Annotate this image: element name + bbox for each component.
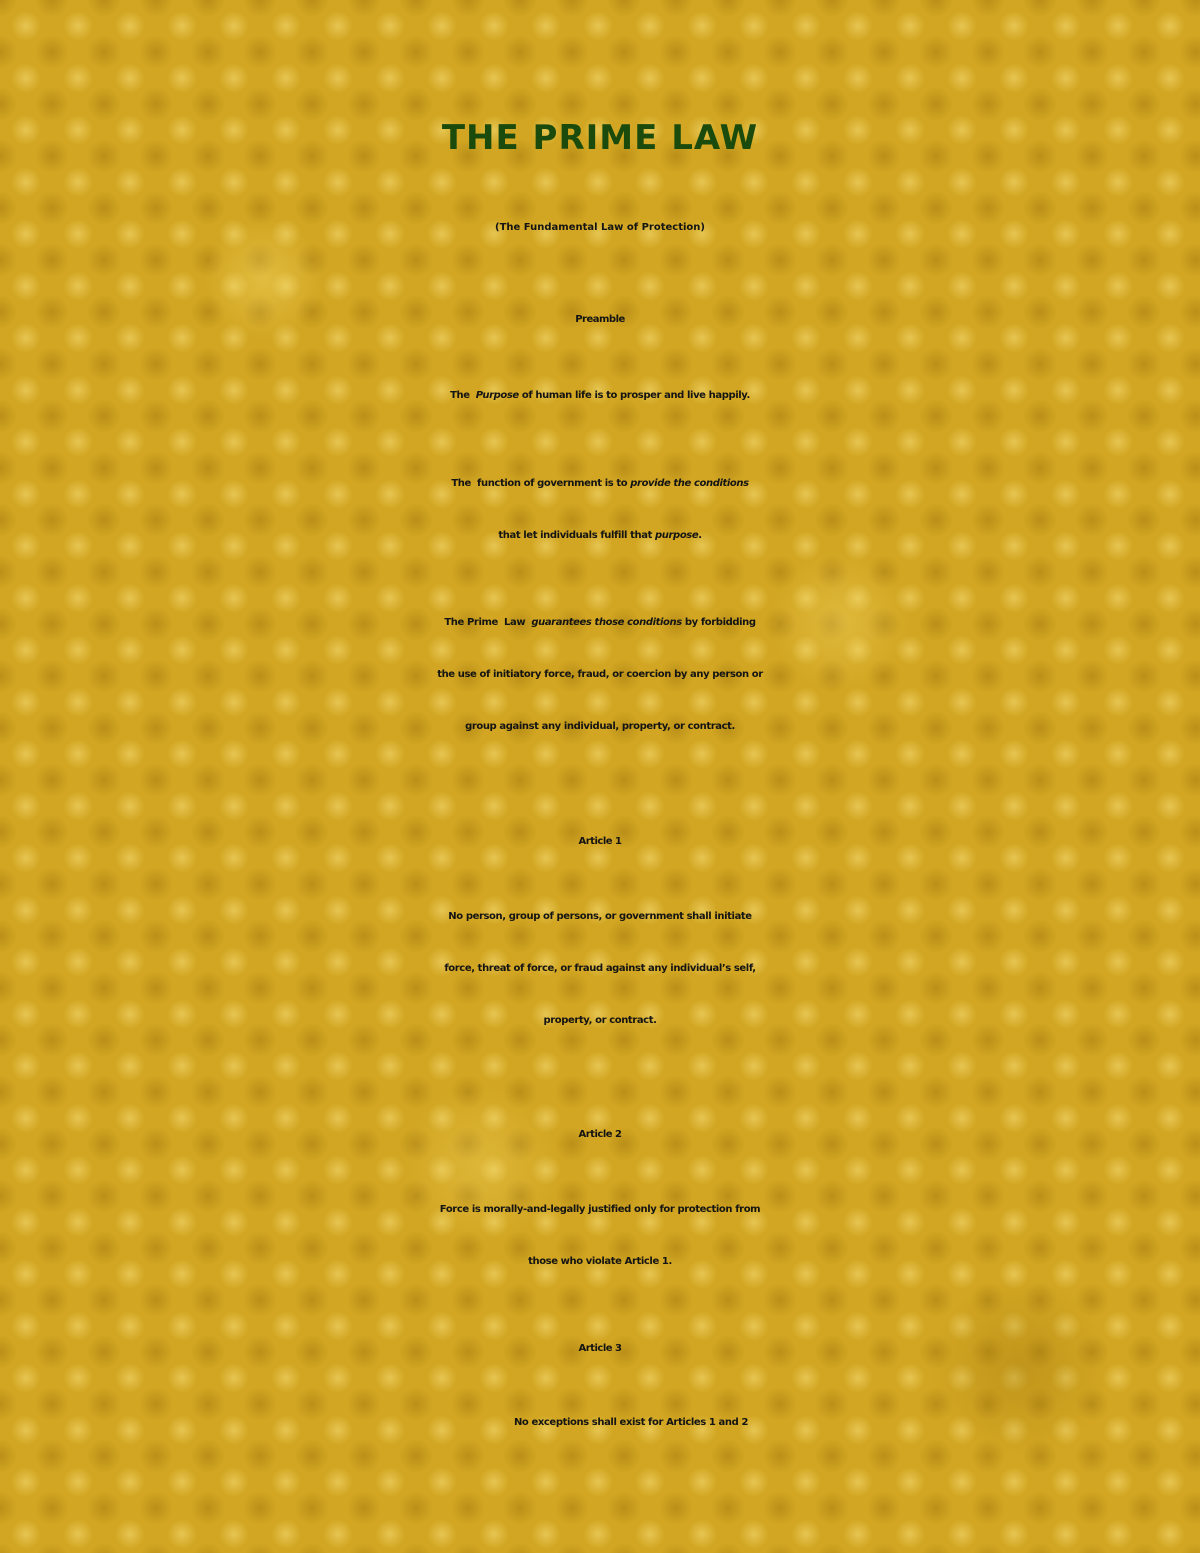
preamble-paragraph-3-line-1 (0, 597, 1200, 649)
article-2-heading: Article 2 (578, 1129, 622, 1140)
preamble-heading: Preamble (575, 314, 625, 325)
page-subtitle: (The Fundamental Law of Protection) (495, 222, 705, 233)
text-segment: that let individuals fulfill that (498, 530, 656, 541)
emphasis-guarantees: guarantees those conditions (531, 617, 682, 628)
emphasis-purpose-lower: purpose (655, 530, 699, 541)
emphasis-purpose: Purpose (475, 390, 519, 401)
article-2-line-1: Force is morally-and-legally justified only for protection from (439, 1204, 761, 1215)
article-1-heading: Article 1 (578, 836, 622, 847)
text-segment: The Prime Law (444, 617, 532, 628)
article-2-line-2: those who violate Article 1. (528, 1256, 672, 1267)
article-1-line-1: No person, group of persons, or government shall initiate (448, 911, 752, 922)
page-title: THE PRIME LAW (441, 118, 759, 158)
article-1-line-2: force, threat of force, or fraud against any individual’s self, (444, 963, 756, 974)
article-1-line-3: property, or contract. (543, 1015, 657, 1026)
article-3-heading: Article 3 (578, 1343, 622, 1354)
preamble-paragraph-3-line-3: group against any individual, property, or contract. (465, 721, 735, 732)
preamble-paragraph-1 (0, 370, 1200, 422)
text-segment: . (698, 530, 702, 541)
text-segment: The (450, 390, 476, 401)
text-segment: by forbidding (681, 617, 756, 628)
emphasis-provide-conditions: provide the conditions (630, 478, 749, 489)
preamble-paragraph-3-line-2: the use of initiatory force, fraud, or coercion by any person or (437, 669, 763, 680)
article-3-line-1: No exceptions shall exist for Articles 1 and 2 (513, 1417, 749, 1428)
preamble-paragraph-2-line-1 (0, 458, 1200, 510)
preamble-paragraph-2-line-2 (0, 510, 1200, 562)
text-segment: The function of government is to (451, 478, 631, 489)
text-segment: of human life is to prosper and live happily. (518, 390, 750, 401)
